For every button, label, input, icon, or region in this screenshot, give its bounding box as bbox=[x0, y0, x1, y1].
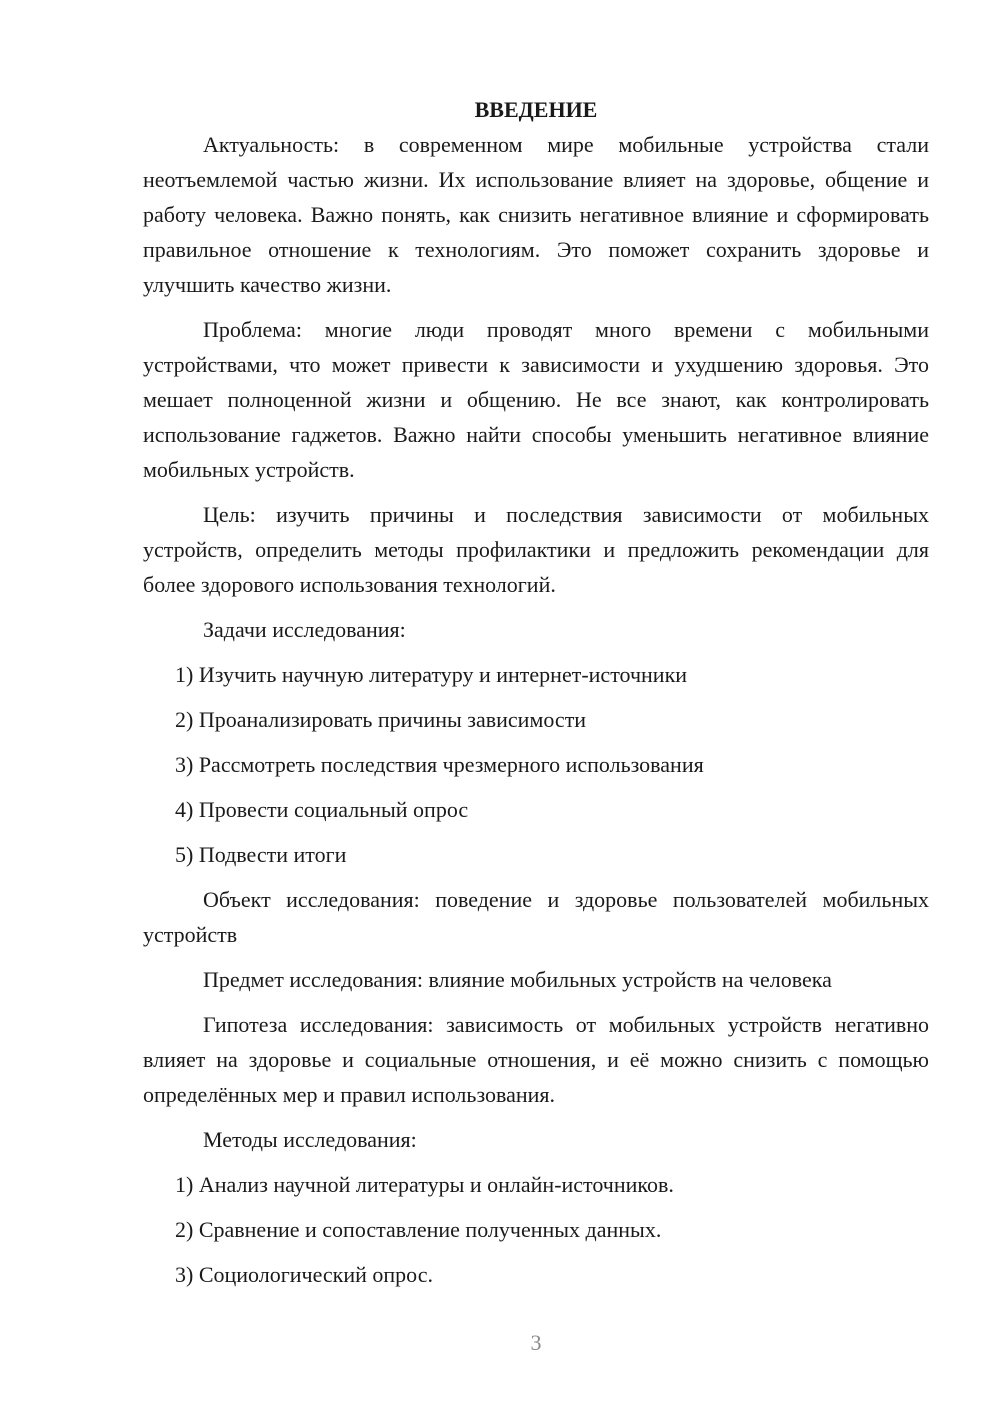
object-paragraph: Объект исследования: поведение и здоровье пользователей мобильных устройств bbox=[143, 887, 929, 947]
list-item: 5) Подвести итоги bbox=[175, 842, 347, 867]
relevance-paragraph: Актуальность: в современном мире мобильные устройства стали неотъемлемой частью жизни. Их использование влияет на здоровье, общение и работу человека. Важно понять, как снизить негативное влияние и сформировать правильное отношение к технологиям. Это поможет сохранить здоровье и улучшить качество жизни. bbox=[143, 132, 929, 297]
hypothesis-paragraph: Гипотеза исследования: зависимость от мобильных устройств негативно влияет на здоровье и социальные отношения, и её можно снизить с помощью определённых мер и правил использования. bbox=[143, 1012, 929, 1107]
tasks-heading: Задачи исследования: bbox=[203, 617, 406, 642]
list-item: 4) Провести социальный опрос bbox=[175, 797, 469, 822]
list-item: 2) Проанализировать причины зависимости bbox=[175, 707, 587, 732]
page-number: 3 bbox=[530, 1330, 542, 1355]
list-item: 3) Социологический опрос. bbox=[175, 1262, 433, 1287]
list-item: 1) Изучить научную литературу и интернет-источники bbox=[175, 662, 688, 687]
goal-paragraph: Цель: изучить причины и последствия зависимости от мобильных устройств, определить методы профилактики и предложить рекомендации для более здорового использования технологий. bbox=[143, 502, 929, 597]
list-item: 3) Рассмотреть последствия чрезмерного использования bbox=[175, 752, 704, 777]
section-title: ВВЕДЕНИЕ bbox=[474, 97, 598, 122]
list-item: 1) Анализ научной литературы и онлайн-источников. bbox=[175, 1172, 674, 1197]
methods-heading: Методы исследования: bbox=[203, 1127, 417, 1152]
tasks-list bbox=[143, 657, 929, 872]
list-item: 2) Сравнение и сопоставление полученных данных. bbox=[175, 1217, 662, 1242]
subject-paragraph: Предмет исследования: влияние мобильных устройств на человека bbox=[203, 967, 832, 992]
methods-list bbox=[143, 1167, 929, 1292]
problem-paragraph: Проблема: многие люди проводят много времени с мобильными устройствами, что может привести к зависимости и ухудшению здоровья. Это мешает полноценной жизни и общению. Не все знают, как контролировать использование гаджетов. Важно найти способы уменьшить негативное влияние мобильных устройств. bbox=[143, 317, 929, 482]
document-page bbox=[143, 92, 929, 1302]
